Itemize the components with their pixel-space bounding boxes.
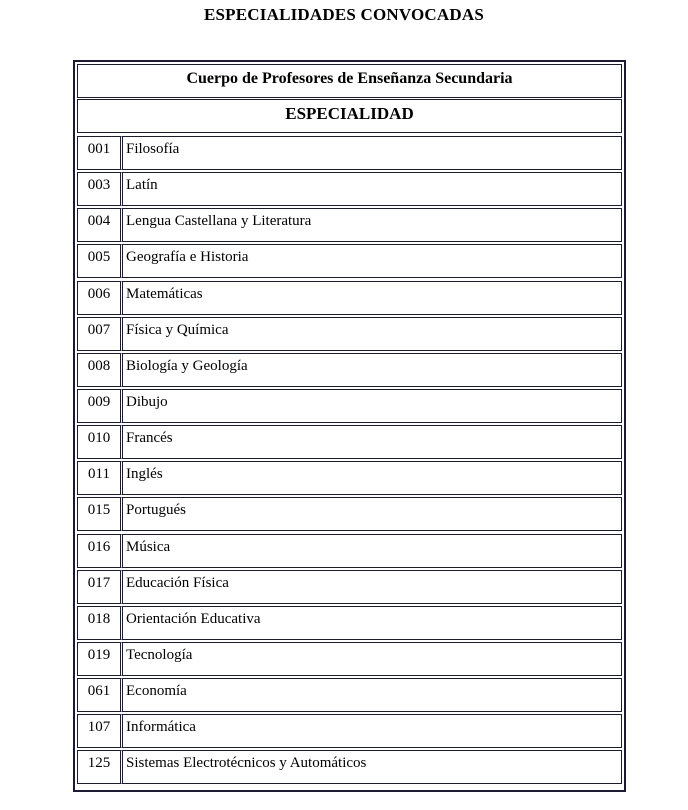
specialty-name: Biología y Geología bbox=[123, 353, 622, 387]
specialty-name: Lengua Castellana y Literatura bbox=[123, 208, 622, 242]
specialty-name: Educación Física bbox=[123, 570, 622, 604]
specialty-code: 061 bbox=[77, 678, 123, 712]
table-row bbox=[77, 208, 622, 242]
specialty-code: 003 bbox=[77, 172, 123, 206]
specialty-code: 005 bbox=[77, 244, 123, 278]
document-title: ESPECIALIDADES CONVOCADAS bbox=[203, 5, 484, 24]
table-row bbox=[77, 317, 622, 351]
specialty-code: 001 bbox=[77, 136, 123, 170]
specialty-name: Orientación Educativa bbox=[123, 606, 622, 640]
table-row bbox=[77, 461, 622, 495]
table-row bbox=[77, 281, 622, 315]
table-row bbox=[77, 606, 622, 640]
specialty-name: Latín bbox=[123, 172, 622, 206]
table-row bbox=[77, 172, 622, 206]
specialty-name: Matemáticas bbox=[123, 281, 622, 315]
specialty-code: 107 bbox=[77, 714, 123, 748]
specialty-name: Dibujo bbox=[123, 389, 622, 423]
specialty-code: 017 bbox=[77, 570, 123, 604]
specialty-name: Geografía e Historia bbox=[123, 244, 622, 278]
table-row bbox=[77, 678, 622, 712]
specialty-name: Inglés bbox=[123, 461, 622, 495]
table-row bbox=[77, 136, 622, 170]
table-column-header: ESPECIALIDAD bbox=[77, 99, 622, 133]
specialty-name: Economía bbox=[123, 678, 622, 712]
specialty-name: Portugués bbox=[123, 497, 622, 531]
specialty-code: 006 bbox=[77, 281, 123, 315]
table-row bbox=[77, 642, 622, 676]
specialty-code: 019 bbox=[77, 642, 123, 676]
specialty-name: Sistemas Electrotécnicos y Automáticos bbox=[123, 750, 622, 784]
specialty-code: 018 bbox=[77, 606, 123, 640]
table-row bbox=[77, 353, 622, 387]
table-row bbox=[77, 750, 622, 784]
specialty-code: 007 bbox=[77, 317, 123, 351]
specialty-name: Física y Química bbox=[123, 317, 622, 351]
specialties-table bbox=[73, 60, 626, 792]
specialty-code: 015 bbox=[77, 497, 123, 531]
table-row bbox=[77, 244, 622, 278]
specialty-code: 004 bbox=[77, 208, 123, 242]
specialty-code: 008 bbox=[77, 353, 123, 387]
specialty-name: Francés bbox=[123, 425, 622, 459]
specialty-name: Filosofía bbox=[123, 136, 622, 170]
specialty-code: 016 bbox=[77, 534, 123, 568]
specialty-name: Informática bbox=[123, 714, 622, 748]
specialty-name: Música bbox=[123, 534, 622, 568]
specialty-code: 011 bbox=[77, 461, 123, 495]
table-rows bbox=[77, 136, 622, 787]
table-row bbox=[77, 570, 622, 604]
specialty-name: Tecnología bbox=[123, 642, 622, 676]
table-row bbox=[77, 534, 622, 568]
table-row bbox=[77, 425, 622, 459]
specialty-code: 125 bbox=[77, 750, 123, 784]
specialty-code: 010 bbox=[77, 425, 123, 459]
table-row bbox=[77, 389, 622, 423]
table-body-header: Cuerpo de Profesores de Enseñanza Secundaria bbox=[77, 64, 622, 98]
table-row bbox=[77, 714, 622, 748]
specialty-code: 009 bbox=[77, 389, 123, 423]
table-row bbox=[77, 497, 622, 531]
